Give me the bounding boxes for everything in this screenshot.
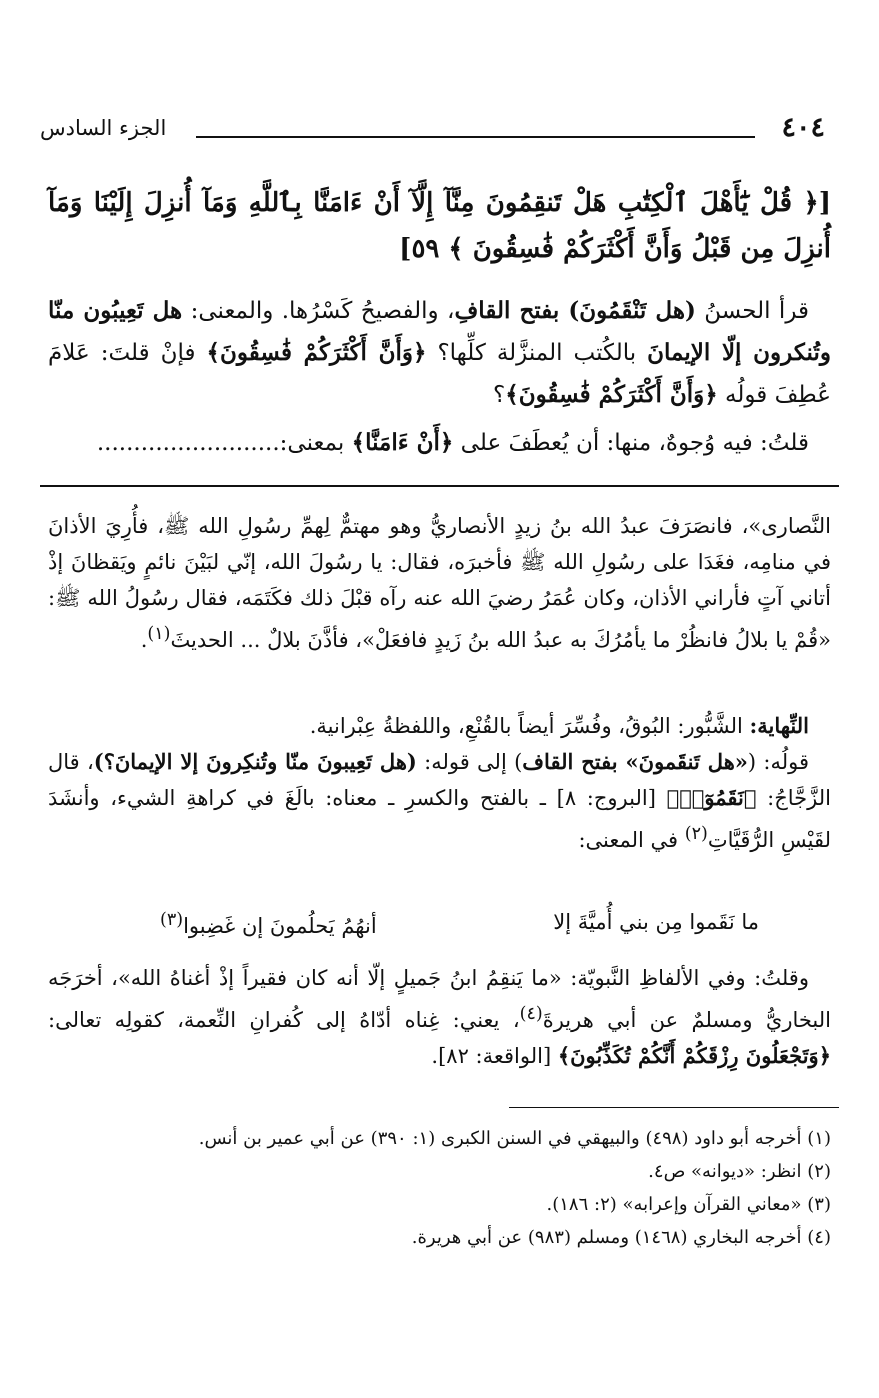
poem-verse xyxy=(160,910,759,938)
emphasized-phrase: ﴿وَأَنَّ أَكْثَرَكُمْ فَٰسِقُونَ﴾ xyxy=(505,381,718,408)
quoted-phrase: «هل تَنقَمونَ» بفتح القاف xyxy=(522,749,748,774)
footnote-item: (٤) أخرجه البخاري (١٤٦٨) ومسلم (٩٨٣) عن أبي هريرة. xyxy=(411,1227,831,1248)
poem-hemistich-left: أنهُمُ يَحلُمونَ إن غَضِبوا$^{(٣)}$ xyxy=(160,910,377,938)
footnote-ref: (٤) xyxy=(519,1004,543,1024)
commentary-text: ، قال الزَّجَّاجُ: xyxy=(48,750,831,810)
commentary-text: [البروج: ٨] ـ بالفتح والكسرِ ـ معناه: بالَغَ في كراهةِ الشيء، وأنشَدَ لقَيْسِ الرُّقَيَّاتِ xyxy=(48,786,831,852)
commentary-text: قولُه: ( xyxy=(747,750,810,774)
quoted-phrase: (هل تَعِيبونَ منّا وتُنكِرونَ إلا الإيمانَ؟) xyxy=(93,749,417,774)
footnote-item: (١) أخرجه أبو داود (٤٩٨) والبيهقي في السنن الكبرى (١: ٣٩٠) عن أبي عمير بن أنس. xyxy=(198,1128,831,1149)
commentary-paragraph-2 xyxy=(48,708,831,744)
footnote-item: (٣) «معاني القرآن وإعرابه» (٢: ١٨٦). xyxy=(546,1194,831,1215)
poem-hemistich-right: ما نَقَموا مِن بني أُميَّةَ إلا xyxy=(553,910,759,934)
emphasized-phrase: ﴿وَأَنَّ أَكْثَرَكُمْ فَٰسِقُونَ﴾ xyxy=(206,339,427,366)
running-title: الجزء السادس xyxy=(40,116,167,140)
main-paragraph-2 xyxy=(48,422,831,464)
emphasized-phrase: ﴿أَنْ ءَامَنَّا﴾ xyxy=(351,429,454,456)
commentary-text: ، يعني: غِناه أدّاهُ إلى كُفرانِ النِّعمة، كقولِه تعالى: xyxy=(48,1008,520,1032)
commentary-paragraph-3 xyxy=(48,744,831,858)
page-number: ٤٠٤ xyxy=(781,112,825,143)
emphasized-phrase: هل تَعِيبُون منّا وتُنكرون إلّا الإيمانَ xyxy=(48,297,831,366)
commentary-paragraph-4 xyxy=(48,960,831,1074)
section-divider xyxy=(40,485,839,487)
page-header xyxy=(40,112,839,156)
footnote-ref: (٣) xyxy=(160,910,184,930)
commentary-text: في المعنى: xyxy=(578,828,685,852)
quran-quote: ﴿وَتَجْعَلُونَ رِزْقَكُمْ أَنَّكُمْ تُكَذِّبُونَ﴾ xyxy=(557,1043,831,1068)
footnote-ref: (٢) xyxy=(684,824,708,844)
footnotes xyxy=(48,1122,831,1254)
main-text-run: ؟ xyxy=(493,382,506,408)
main-text-run: فإنْ قلتَ: عَلامَ عُطِفَ قولُه xyxy=(48,340,831,408)
source-label: النِّهاية: xyxy=(749,713,809,738)
main-text-run: بالكُتب المنزَّلة كلِّها؟ xyxy=(426,340,648,366)
main-text-run: بمعنى:......................... xyxy=(96,430,352,456)
quran-verse: [﴿ قُلْ يَٰٓأَهْلَ ٱلْكِتَٰبِ هَلْ تَنقِمُونَ مِنَّآ إِلَّآ أَنْ ءَامَنَّا بِٱللَّهِ وَمَآ أُنزِلَ إِلَيْنَا وَمَآ أُنزِلَ مِن قَبْلُ وَأَنَّ أَكْثَرَكُمْ فَٰسِقُونَ ﴾ ٥٩] xyxy=(48,188,831,264)
main-text-run: قرأ الحسنُ xyxy=(695,298,810,324)
commentary-text: النَّصارى»، فانصَرَفَ عبدُ الله بنُ زيدٍ الأنصاريُّ وهو مهتمٌّ لِهمِّ رسُولِ الله ﷺ، فأُرِيَ الأذانَ في منامِه، فغَدَا على رسُولِ الله ﷺ فأخبرَه، فقال: يا رسُولَ الله، إنّي لبَيْنَ نائمٍ ويَقظانَ إذْ أتاني آتٍ فأراني الأذان، وكان عُمَرُ رضيَ الله عنه رآه قبْلَ ذلك فكَتَمَه، فقال رسُولُ الله ﷺ: «قُمْ يا بلالُ فانظُرْ ما يأمُرُكَ به عبدُ الله بنُ زَيدٍ فافعَلْ»، فأذَّنَ بلالٌ ... الحديثَ xyxy=(48,514,831,652)
commentary-text: [الواقعة: ٨٢]. xyxy=(431,1044,558,1068)
commentary-paragraph-1: النَّصارى»، فانصَرَفَ عبدُ الله بنُ زيدٍ الأنصاريُّ وهو مهتمٌّ لِهمِّ رسُولِ الله ﷺ، فأُرِيَ الأذانَ في منامِه، فغَدَا على رسُولِ الله ﷺ فأخبرَه، فقال: يا رسُولَ الله، إنّي لبَيْنَ نائمٍ ويَقظانَ إذْ أتاني آتٍ فأراني الأذان، وكان عُمَرُ رضيَ الله عنه رآه قبْلَ ذلك فكَتَمَه، فقال رسُولُ الله ﷺ: «قُمْ يا بلالُ فانظُرْ ما يأمُرُكَ به عبدُ الله بنُ زَيدٍ فافعَلْ»، فأذَّنَ بلالٌ ... الحديثَ$^{(١)}$. xyxy=(48,514,831,652)
quran-quote: ﴿نَقَمُوٓا۟﴾ xyxy=(666,785,757,810)
footnote-ref: (١) xyxy=(147,624,171,644)
footnote-item: (٢) انظر: «ديوانه» ص٤. xyxy=(648,1161,831,1182)
main-text xyxy=(48,290,831,464)
main-text-run: ، والفصيحُ كَسْرُها. والمعنى: xyxy=(182,298,455,324)
main-paragraph-1 xyxy=(48,290,831,416)
commentary-text: وقلتُ: وفي الألفاظِ النَّبويّة: «ما يَنقِمُ ابنُ جَميلٍ إلّا أنه كان فقيراً إذْ أغناهُ الله»، أخرَجَه البخاريُّ ومسلمٌ عن أبي هريرةَ xyxy=(48,966,831,1032)
header-rule xyxy=(196,136,755,138)
commentary-text: الشَّبُّور: البُوقُ، وفُسِّرَ أيضاً بالقُنْعِ، واللفظةُ عِبْرانية. xyxy=(309,714,750,738)
footnote-rule xyxy=(509,1107,839,1108)
main-text-run: قلتُ: فيه وُجوهٌ، منها: أن يُعطَفَ على xyxy=(453,430,809,456)
emphasized-phrase: (هل تَنْقَمُونَ) بفتح القافِ xyxy=(454,297,696,324)
commentary-text: ) إلى قوله: xyxy=(416,750,523,774)
